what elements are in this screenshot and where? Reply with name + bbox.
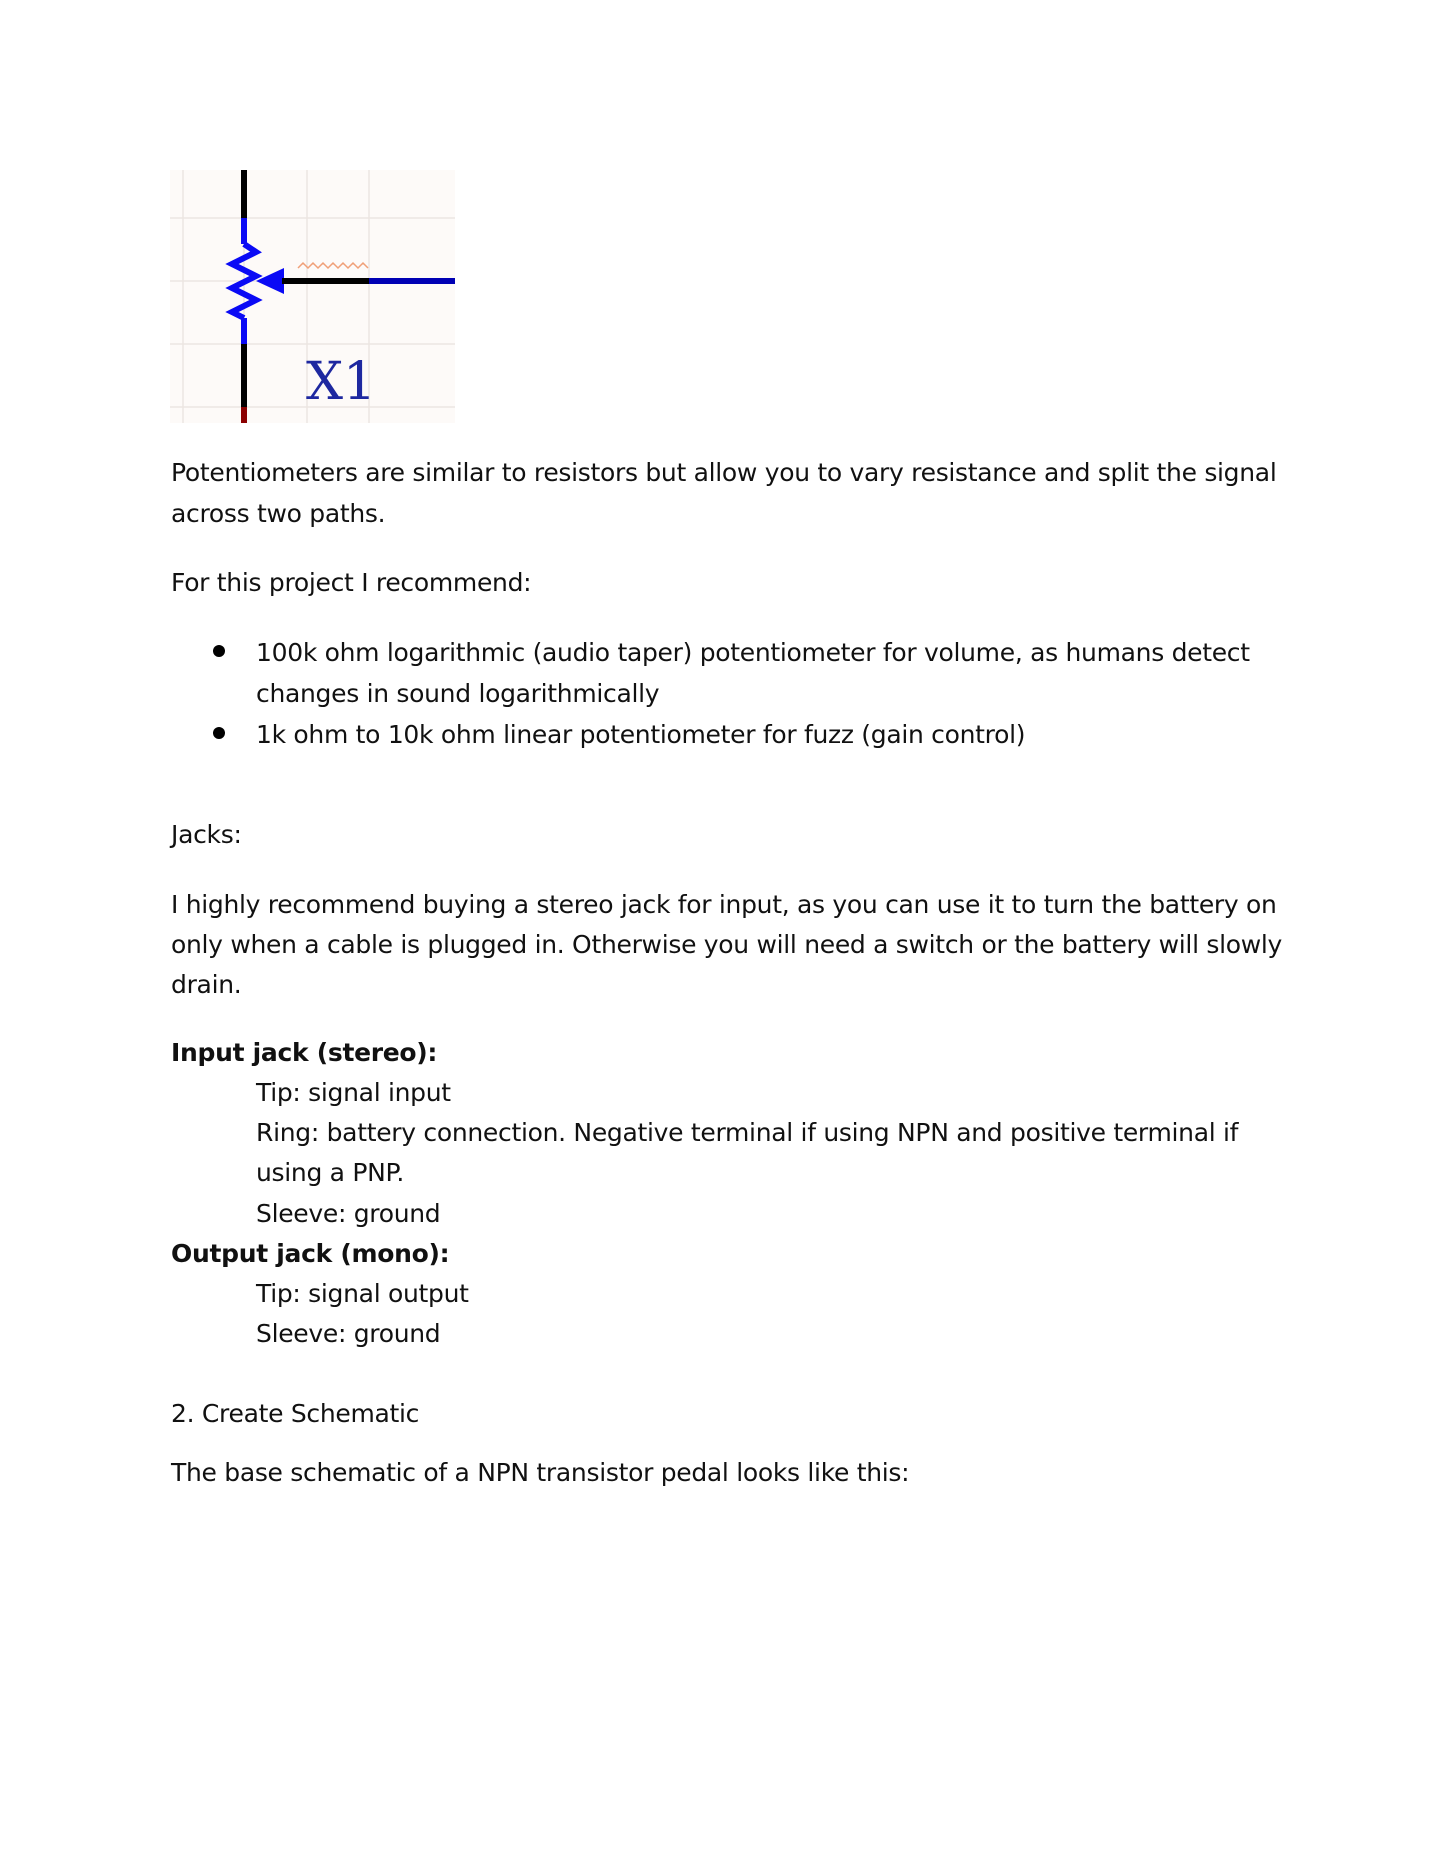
bullet-1-line1: 100k ohm logarithmic (audio taper) potentiometer for volume, as humans detect: [256, 638, 1250, 667]
potentiometer-symbol-icon: [170, 170, 455, 423]
input-jack-sleeve: Sleeve: ground: [256, 1199, 441, 1228]
jacks-heading: Jacks:: [171, 820, 242, 849]
schematic-heading: 2. Create Schematic: [171, 1399, 420, 1428]
bullet-2-line1: 1k ohm to 10k ohm linear potentiometer for fuzz (gain control): [256, 720, 1026, 749]
schematic-intro: The base schematic of a NPN transistor pedal looks like this:: [171, 1458, 910, 1487]
jacks-intro-line1: I highly recommend buying a stereo jack for input, as you can use it to turn the battery on: [171, 890, 1277, 919]
bullet-dot-1: [213, 645, 225, 657]
output-jack-tip: Tip: signal output: [256, 1279, 469, 1308]
jacks-intro-line2: only when a cable is plugged in. Otherwise you will need a switch or the battery will slowly: [171, 930, 1283, 959]
input-jack-ring-line2: using a PNP.: [256, 1158, 405, 1187]
bullet-dot-2: [213, 727, 225, 739]
paragraph-potentiometers-line1: Potentiometers are similar to resistors but allow you to vary resistance and split the signal: [171, 458, 1277, 487]
figure-label: X1: [306, 352, 377, 412]
output-jack-sleeve: Sleeve: ground: [256, 1319, 441, 1348]
input-jack-tip: Tip: signal input: [256, 1078, 451, 1107]
input-jack-title: Input jack (stereo):: [171, 1038, 438, 1067]
paragraph-potentiometers-line2: across two paths.: [171, 499, 386, 528]
paragraph-recommend-intro: For this project I recommend:: [171, 568, 532, 597]
input-jack-ring-line1: Ring: battery connection. Negative terminal if using NPN and positive terminal if: [256, 1118, 1239, 1147]
bottom-pin-marker: [241, 407, 247, 423]
output-jack-title: Output jack (mono):: [171, 1239, 450, 1268]
jacks-intro-line3: drain.: [171, 970, 242, 999]
bullet-1-line2: changes in sound logarithmically: [256, 679, 660, 708]
